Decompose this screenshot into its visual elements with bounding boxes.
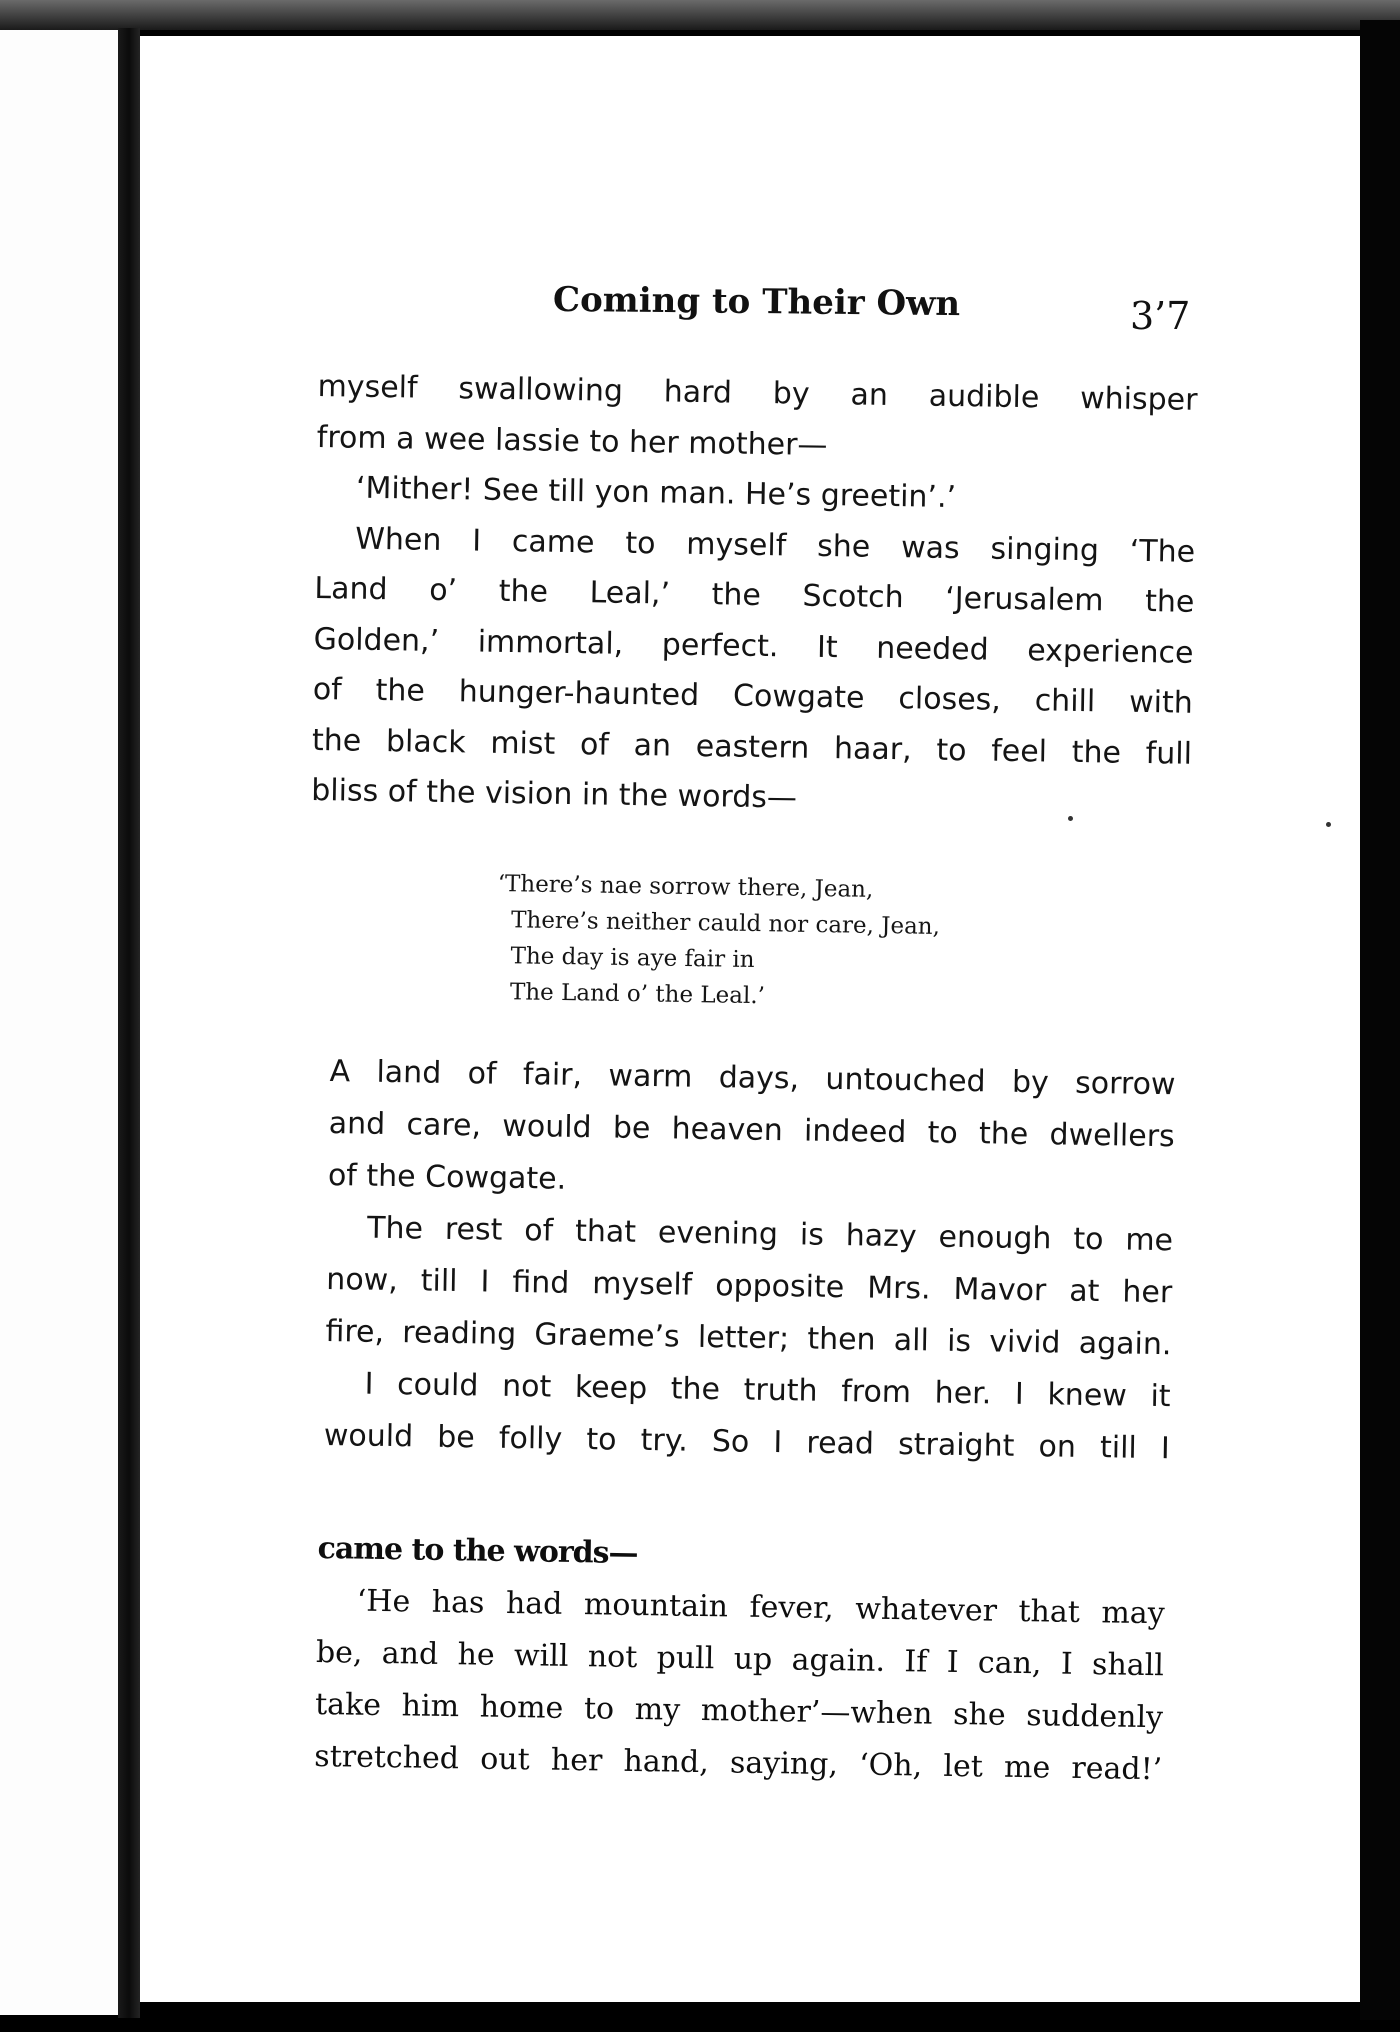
text-line: stretched out her hand, saying, ‘Oh, let me read!’ xyxy=(314,1738,1163,1788)
text-line: bliss of the vision in the words— xyxy=(310,772,798,816)
scan-speck xyxy=(1068,816,1073,821)
paragraph-4 xyxy=(328,1046,1176,1215)
verse-line: The Land o’ the Leal.’ xyxy=(509,979,766,1010)
scan-speck xyxy=(1326,822,1331,827)
text-line: Land o’ the Leal,’ the Scotch ‘Jerusalem the xyxy=(314,570,1195,620)
text-line: and care, would be heaven indeed to the dwellers xyxy=(328,1105,1175,1155)
paragraph-3 xyxy=(311,513,1196,830)
text-line: myself swallowing hard by an audible whisper xyxy=(317,368,1198,418)
verse-line: There’s neither cauld nor care, Jean, xyxy=(510,907,941,940)
paragraph-1 xyxy=(316,362,1197,477)
verse-line: ‘There’s nae sorrow there, Jean, xyxy=(497,870,874,903)
paragraph-6 xyxy=(323,1358,1171,1475)
book-gutter xyxy=(118,28,140,2018)
text-line: came to the words— xyxy=(317,1530,638,1572)
paragraph-5 xyxy=(325,1202,1173,1371)
paragraph-7 xyxy=(314,1575,1165,1796)
text-line: A land of fair, warm days, untouched by sorrow xyxy=(329,1053,1176,1103)
text-line: now, till I find myself opposite Mrs. Mavor at her xyxy=(326,1261,1173,1311)
text-block-upper xyxy=(311,362,1198,830)
scan-right-edge xyxy=(1360,20,1400,2020)
page-number: 3’7 xyxy=(1130,294,1191,338)
text-line: of the Cowgate. xyxy=(327,1157,567,1197)
text-line: ‘Mither! See till yon man. He’s greetin’.’ xyxy=(355,470,957,516)
verse-line: The day is aye fair in xyxy=(510,943,755,974)
text-line: be, and he will not pull up again. If I can, I shall xyxy=(315,1634,1165,1684)
scan-top-edge xyxy=(0,0,1400,30)
text-block-lower xyxy=(314,1523,1166,1796)
text-line: the black mist of an eastern haar, to feel the full xyxy=(311,722,1193,772)
text-line: When I came to myself she was singing ‘The xyxy=(354,521,1196,570)
text-block-middle xyxy=(323,1046,1175,1475)
text-line: ‘He has had mountain fever, whatever that may xyxy=(356,1583,1165,1632)
text-line: The rest of that evening is hazy enough to me xyxy=(366,1210,1174,1259)
verse-quotation xyxy=(496,866,941,1017)
text-line: Golden,’ immortal, perfect. It needed experience xyxy=(313,621,1194,671)
running-head: Coming to Their Own xyxy=(552,279,961,325)
facing-page-edge xyxy=(0,30,118,2015)
text-line: take him home to my mother’—when she suddenly xyxy=(314,1686,1164,1736)
text-line: I could not keep the truth from her. I knew it xyxy=(364,1366,1171,1415)
text-line: would be folly to try. So I read straight on till I xyxy=(323,1417,1171,1467)
text-line: fire, reading Graeme’s letter; then all is vivid again. xyxy=(325,1313,1172,1363)
text-line: from a wee lassie to her mother— xyxy=(316,419,828,463)
text-line: of the hunger-haunted Cowgate closes, chill with xyxy=(312,671,1194,721)
